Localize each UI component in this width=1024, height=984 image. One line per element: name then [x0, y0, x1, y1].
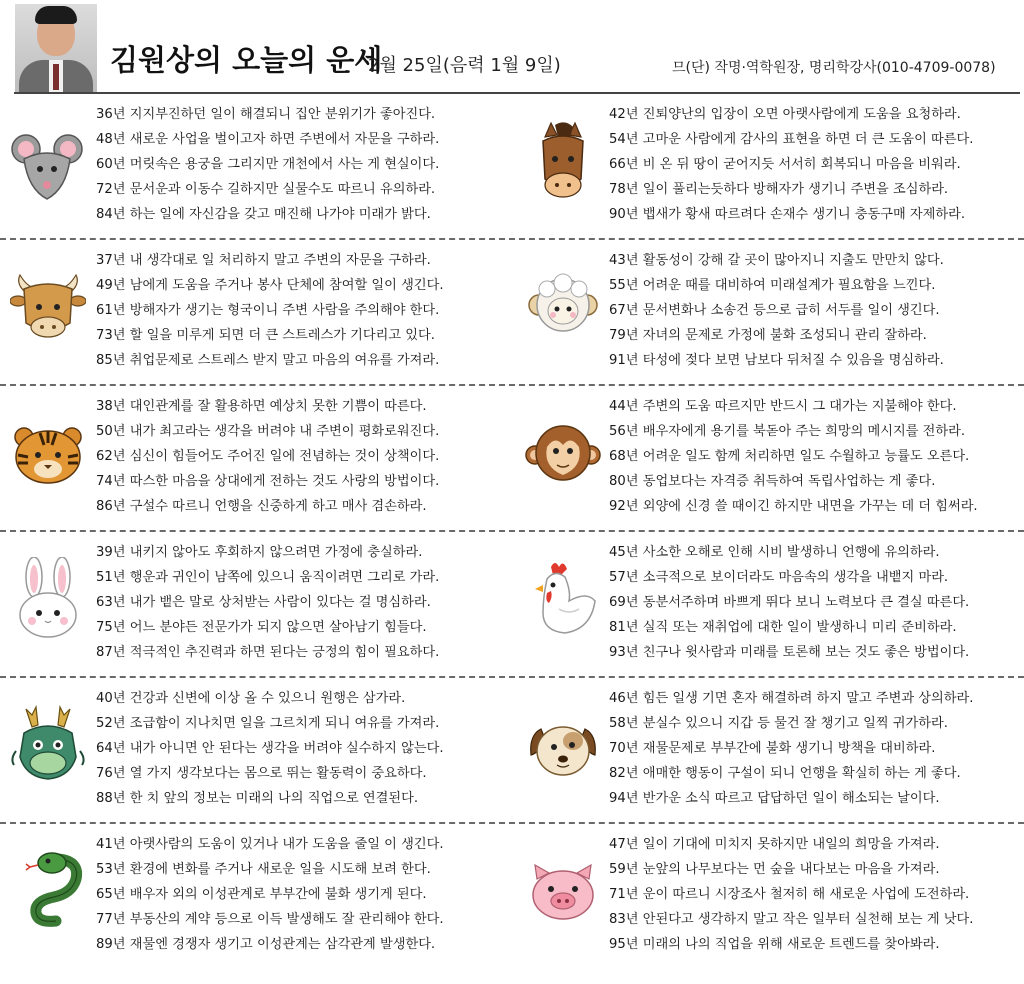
fortune-row [0, 532, 1024, 678]
fortune-lines [96, 540, 439, 665]
fortune-block-dog [515, 678, 1024, 824]
fortune-line: 86년 구설수 따르니 언행을 신중하게 하고 매사 겸손하라. [96, 499, 427, 514]
fortune-line: 41년 아랫사람의 도움이 있거나 내가 도움을 줄일 이 생긴다. [96, 837, 444, 852]
fortune-block-tiger [0, 386, 512, 532]
fortune-block-sheep [515, 240, 1024, 386]
rooster-icon [525, 557, 601, 643]
fortune-block-snake [0, 824, 512, 970]
fortune-line: 82년 애매한 행동이 구설이 되니 언행을 확실히 하는 게 좋다. [609, 766, 961, 781]
fortune-sections [0, 94, 1024, 970]
fortune-row [0, 678, 1024, 824]
dog-icon [525, 703, 601, 789]
fortune-line: 78년 일이 풀리는듯하다 방해자가 생기니 주변을 조심하라. [609, 182, 949, 197]
fortune-line: 92년 외양에 신경 쓸 때이긴 하지만 내면을 가꾸는 데 더 힘써라. [609, 499, 978, 514]
fortune-line: 89년 재물엔 경쟁자 생기고 이성관계는 삼각관계 발생한다. [96, 937, 436, 952]
fortune-line: 58년 분실수 있으니 지갑 등 물건 잘 챙기고 일찍 귀가하라. [609, 716, 948, 731]
fortune-lines [609, 540, 969, 665]
fortune-line: 87년 적극적인 추진력과 하면 된다는 긍정의 힘이 필요하다. [96, 645, 440, 660]
fortune-line: 75년 어느 분야든 전문가가 되지 않으면 살아남기 힘들다. [96, 620, 427, 635]
fortune-line: 71년 운이 따르니 시장조사 철저히 해 새로운 사업에 도전하라. [609, 887, 970, 902]
fortune-line: 62년 심신이 힘들어도 주어진 일에 전념하는 것이 상책이다. [96, 449, 440, 464]
fortune-row [0, 824, 1024, 970]
fortune-lines [96, 102, 439, 227]
fortune-line: 42년 진퇴양난의 입장이 오면 아랫사람에게 도움을 요청하라. [609, 107, 961, 122]
fortune-line: 93년 친구나 윗사람과 미래를 토론해 보는 것도 좋은 방법이다. [609, 645, 970, 660]
fortune-line: 45년 사소한 오해로 인해 시비 발생하니 언행에 유의하라. [609, 545, 940, 560]
ox-icon [10, 265, 86, 351]
fortune-block-ox [0, 240, 512, 386]
fortune-line: 94년 반가운 소식 따르고 답답하던 일이 해소되는 날이다. [609, 791, 940, 806]
fortune-line: 51년 행운과 귀인이 남쪽에 있으니 움직이려면 그리로 가라. [96, 570, 440, 585]
fortune-line: 57년 소극적으로 보이더라도 마음속의 생각을 내뱉지 마라. [609, 570, 949, 585]
sheep-icon [525, 265, 601, 351]
fortune-line: 84년 하는 일에 자신감을 갖고 매진해 나가야 미래가 밝다. [96, 207, 431, 222]
fortune-line: 85년 취업문제로 스트레스 받지 말고 마음의 여유를 가져라. [96, 353, 440, 368]
fortune-line: 76년 열 가지 생각보다는 몸으로 뛰는 활동력이 중요하다. [96, 766, 427, 781]
fortune-lines [609, 686, 973, 811]
fortune-line: 56년 배우자에게 용기를 북돋아 주는 희망의 메시지를 전하라. [609, 424, 966, 439]
tiger-icon [10, 411, 86, 497]
fortune-lines [609, 102, 973, 227]
rat-icon [10, 119, 86, 205]
fortune-line: 40년 건강과 신변에 이상 올 수 있으니 원행은 삼가라. [96, 691, 406, 706]
fortune-lines [96, 394, 439, 519]
fortune-lines [96, 248, 444, 373]
fortune-line: 50년 내가 최고라는 생각을 버려야 내 주변이 평화로워진다. [96, 424, 440, 439]
fortune-line: 91년 타성에 젖다 보면 남보다 뒤처질 수 있음을 명심하라. [609, 353, 944, 368]
fortune-line: 77년 부동산의 계약 등으로 이득 발생해도 잘 관리해야 한다. [96, 912, 444, 927]
page-header [0, 0, 1024, 96]
fortune-line: 66년 비 온 뒤 땅이 굳어지듯 서서히 회복되니 마음을 비워라. [609, 157, 961, 172]
fortune-line: 74년 따스한 마음을 상대에게 전하는 것도 사랑의 방법이다. [96, 474, 440, 489]
dragon-icon [10, 703, 86, 789]
snake-icon [10, 849, 86, 935]
fortune-line: 55년 어려운 때를 대비하여 미래설계가 필요함을 느낀다. [609, 278, 936, 293]
fortune-line: 64년 내가 아니면 안 된다는 생각을 버려야 실수하지 않는다. [96, 741, 444, 756]
fortune-line: 53년 환경에 변화를 주거나 새로운 일을 시도해 보려 한다. [96, 862, 431, 877]
monkey-icon [525, 411, 601, 497]
fortune-line: 39년 내키지 않아도 후회하지 않으려면 가정에 충실하라. [96, 545, 423, 560]
fortune-line: 52년 조급함이 지나치면 일을 그르치게 되니 여유를 가져라. [96, 716, 440, 731]
fortune-block-monkey [515, 386, 1024, 532]
fortune-block-rooster [515, 532, 1024, 678]
fortune-block-pig [515, 824, 1024, 970]
fortune-line: 47년 일이 기대에 미치지 못하지만 내일의 희망을 가져라. [609, 837, 940, 852]
fortune-lines [96, 686, 444, 811]
fortune-line: 61년 방해자가 생기는 형국이니 주변 사람을 주의해야 한다. [96, 303, 440, 318]
fortune-line: 95년 미래의 나의 직업을 위해 새로운 트렌드를 찾아봐라. [609, 937, 940, 952]
rabbit-icon [10, 557, 86, 643]
fortune-line: 88년 한 치 앞의 정보는 미래의 나의 직업으로 연결된다. [96, 791, 419, 806]
fortune-line: 72년 문서운과 이동수 길하지만 실물수도 따르니 유의하라. [96, 182, 436, 197]
fortune-line: 79년 자녀의 문제로 가정에 불화 조성되니 관리 잘하라. [609, 328, 927, 343]
horse-icon [525, 119, 601, 205]
fortune-line: 70년 재물문제로 부부간에 불화 생기니 방책을 대비하라. [609, 741, 936, 756]
fortune-line: 69년 동분서주하며 바쁘게 뛰다 보니 노력보다 큰 결실 따른다. [609, 595, 970, 610]
fortune-line: 83년 안된다고 생각하지 말고 작은 일부터 실천해 보는 게 낫다. [609, 912, 974, 927]
fortune-block-rat [0, 94, 512, 240]
pig-icon [525, 849, 601, 935]
fortune-row [0, 240, 1024, 386]
fortune-line: 81년 실직 또는 재취업에 대한 일이 발생하니 미리 준비하라. [609, 620, 957, 635]
fortune-row [0, 386, 1024, 532]
fortune-line: 80년 동업보다는 자격증 취득하여 독립사업하는 게 좋다. [609, 474, 936, 489]
fortune-line: 68년 어려운 일도 함께 처리하면 일도 수월하고 능률도 오른다. [609, 449, 970, 464]
fortune-lines [96, 832, 444, 957]
fortune-line: 90년 뱁새가 황새 따르려다 손재수 생기니 충동구매 자제하라. [609, 207, 966, 222]
fortune-lines [609, 394, 978, 519]
fortune-line: 37년 내 생각대로 일 처리하지 말고 주변의 자문을 구하라. [96, 253, 431, 268]
fortune-lines [609, 248, 944, 373]
fortune-line: 49년 남에게 도움을 주거나 봉사 단체에 참여할 일이 생긴다. [96, 278, 444, 293]
fortune-line: 38년 대인관계를 잘 활용하면 예상치 못한 기쁨이 따른다. [96, 399, 427, 414]
fortune-line: 43년 활동성이 강해 갈 곳이 많아지니 지출도 만만치 않다. [609, 253, 944, 268]
fortune-block-horse [515, 94, 1024, 240]
fortune-line: 67년 문서변화나 소송건 등으로 급히 서두를 일이 생긴다. [609, 303, 940, 318]
fortune-line: 54년 고마운 사람에게 감사의 표현을 하면 더 큰 도움이 따른다. [609, 132, 974, 147]
fortune-row [0, 94, 1024, 240]
fortune-line: 73년 할 일을 미루게 되면 더 큰 스트레스가 기다리고 있다. [96, 328, 435, 343]
author-credit: 므(단) 작명·역학원장, 명리학강사(010-4709-0078) [672, 60, 996, 76]
author-photo [15, 4, 97, 92]
fortune-line: 46년 힘든 일생 기면 혼자 해결하려 하지 말고 주변과 상의하라. [609, 691, 974, 706]
fortune-block-dragon [0, 678, 512, 824]
fortune-block-rabbit [0, 532, 512, 678]
fortune-line: 36년 지지부진하던 일이 해결되니 집안 분위기가 좋아진다. [96, 107, 436, 122]
fortune-line: 44년 주변의 도움 따르지만 반드시 그 대가는 지불해야 한다. [609, 399, 957, 414]
fortune-line: 60년 머릿속은 용궁을 그리지만 개천에서 사는 게 현실이다. [96, 157, 440, 172]
page-title: 김원상의 오늘의 운세 [110, 43, 383, 77]
fortune-line: 59년 눈앞의 나무보다는 먼 숲을 내다보는 마음을 가져라. [609, 862, 940, 877]
fortune-lines [609, 832, 973, 957]
fortune-line: 63년 내가 뱉은 말로 상처받는 사람이 있다는 걸 명심하라. [96, 595, 431, 610]
fortune-line: 48년 새로운 사업을 벌이고자 하면 주변에서 자문을 구하라. [96, 132, 440, 147]
date-label: 2월 25일(음력 1월 9일) [368, 55, 561, 76]
fortune-line: 65년 배우자 외의 이성관계로 부부간에 불화 생기게 된다. [96, 887, 427, 902]
